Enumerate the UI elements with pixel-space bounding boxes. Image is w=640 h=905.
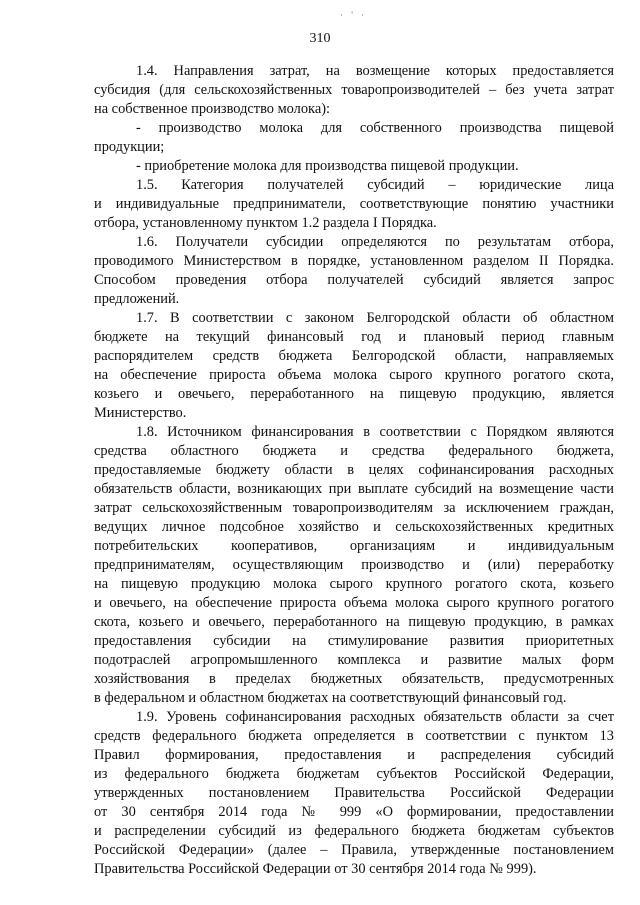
- text-line: Правительства Российской Федерации от 30 сентября 2014 года № 999).: [94, 861, 537, 877]
- text-line: - приобретение молока для производства пищевой продукции.: [136, 158, 519, 174]
- text-line: 1.5. Категория получателей субсидий – юридические лица: [136, 177, 614, 193]
- scan-marks: · ' ·: [340, 10, 368, 20]
- text-line: распорядителем средств бюджета Белгородской области, направляемых: [94, 348, 614, 364]
- text-line: ведущих личное подсобное хозяйство и сельскохозяйственных кредитных: [94, 519, 614, 535]
- text-line: 1.7. В соответствии с законом Белгородской области об областном: [136, 310, 614, 326]
- text-line: скота, козьего и овечьего, переработанного на пищевую продукцию, в рамках: [94, 614, 614, 630]
- text-line: - производство молока для собственного производства пищевой: [136, 120, 614, 136]
- text-line: обязательств области, возникающих при выплате субсидий на возмещение части: [94, 481, 614, 497]
- text-line: предпринимателям, осуществляющим производство и (или) переработку: [94, 557, 614, 573]
- text-line: 1.8. Источником финансирования в соответствии с Порядком являются: [136, 424, 614, 440]
- text-line: утвержденных постановлением Правительства Российской Федерации: [94, 785, 614, 801]
- text-line: предоставления субсидии на стимулирование развития приоритетных: [94, 633, 614, 649]
- text-line: отбора, установленному пунктом 1.2 раздела I Порядка.: [94, 215, 437, 231]
- text-line: Способом проведения отбора получателей субсидий является запрос: [94, 272, 614, 288]
- text-line: Министерство.: [94, 405, 187, 421]
- text-line: из федерального бюджета бюджетам субъектов Российской Федерации,: [94, 766, 614, 782]
- text-line: предоставляемые бюджету области в целях софинансирования расходных: [94, 462, 614, 478]
- text-line: затрат сельскохозяйственным товаропроизводителям за исключением граждан,: [94, 500, 614, 516]
- text-line: предложений.: [94, 291, 180, 307]
- text-line: и овечьего, на обеспечение прироста объема молока сырого крупного рогатого: [94, 595, 614, 611]
- text-line: в федеральном и областном бюджетах на соответствующий финансовый год.: [94, 690, 567, 706]
- text-line: хозяйствования в пределах бюджетных обязательств, предусмотренных: [94, 671, 614, 687]
- text-line: проводимого Министерством в порядке, установленном разделом II Порядка.: [94, 253, 614, 269]
- text-line: 1.4. Направления затрат, на возмещение которых предоставляется: [136, 63, 614, 79]
- text-line: на обеспечение прироста объема молока сырого крупного рогатого скота,: [94, 367, 614, 383]
- text-line: средств федерального бюджета определяется в соответствии с пунктом 13: [94, 728, 614, 744]
- text-line: потребительских кооперативов, организациям и индивидуальным: [94, 538, 614, 554]
- text-line: козьего и овечьего, переработанного на пищевую продукцию, является: [94, 386, 614, 402]
- document-body: [94, 62, 614, 879]
- text-line: подотраслей агропромышленного комплекса и развитие малых форм: [94, 652, 614, 668]
- text-line: 1.9. Уровень софинансирования расходных обязательств области за счет: [136, 709, 614, 725]
- text-line: от 30 сентября 2014 года № 999 «О формировании, предоставлении: [94, 804, 614, 820]
- text-line: и индивидуальные предприниматели, соответствующие понятию участники: [94, 196, 614, 212]
- text-line: Правил формирования, предоставления и распределения субсидий: [94, 747, 614, 763]
- text-line: Российской Федерации» (далее – Правила, утвержденные постановлением: [94, 842, 614, 858]
- text-line: средства областного бюджета и средства федерального бюджета,: [94, 443, 614, 459]
- text-line: бюджете на текущий финансовый год и плановый период главным: [94, 329, 614, 345]
- text-line: субсидия (для сельскохозяйственных товаропроизводителей – без учета затрат: [94, 82, 614, 98]
- text-line: на собственное производство молока):: [94, 101, 331, 117]
- text-line: и распределении субсидий из федерального бюджета бюджетам субъектов: [94, 823, 614, 839]
- page-number: 310: [309, 31, 331, 46]
- text-line: на пищевую продукцию молока сырого крупного рогатого скота, козьего: [94, 576, 614, 592]
- text-line: 1.6. Получатели субсидии определяются по результатам отбора,: [136, 234, 614, 250]
- text-line: продукции;: [94, 139, 165, 155]
